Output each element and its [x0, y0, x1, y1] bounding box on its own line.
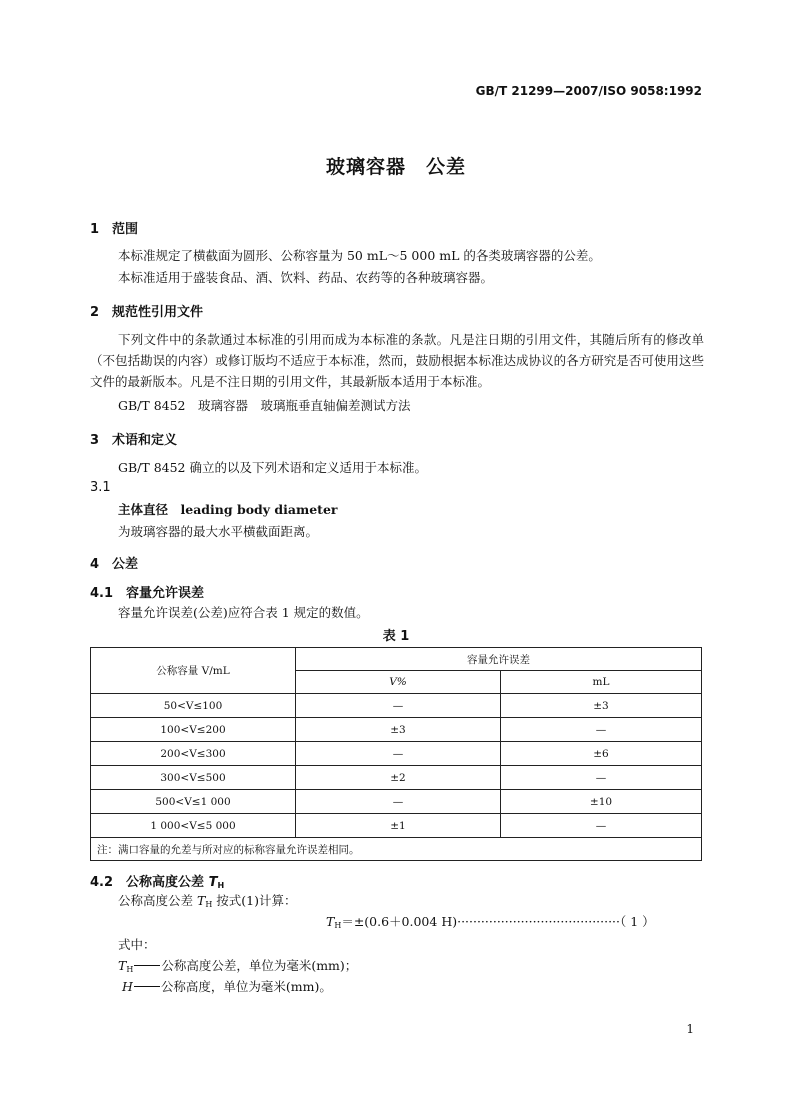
- section-4-2-heading: [90, 871, 224, 890]
- page-number: 1: [686, 1022, 694, 1036]
- ml-tolerance-cell: ±10: [501, 790, 702, 814]
- heading-symbol-t: T: [208, 875, 218, 890]
- capacity-range-cell: 100<V≤200: [91, 718, 296, 742]
- formula-symbol-subscript: H: [334, 921, 342, 930]
- table-note: 注：满口容量的允差与所对应的标称容量允许误差相同。: [91, 838, 702, 861]
- ml-tolerance-cell: ±3: [501, 694, 702, 718]
- ml-tolerance-cell: —: [501, 814, 702, 838]
- column-header-percent: V%: [296, 671, 501, 694]
- percent-tolerance-cell: ±1: [296, 814, 501, 838]
- table-row: [91, 694, 702, 718]
- section-3-heading: 3 术语和定义: [90, 433, 178, 448]
- section-3-paragraph: GB/T 8452 确立的以及下列术语和定义适用于本标准。: [118, 460, 427, 475]
- ml-tolerance-cell: ±6: [501, 742, 702, 766]
- normative-reference: GB/T 8452 玻璃容器 玻璃瓶垂直轴偏差测试方法: [118, 398, 411, 413]
- table-row: [91, 766, 702, 790]
- variable-h-definition: [122, 976, 332, 997]
- text-symbol-subscript: H: [205, 900, 213, 909]
- ml-tolerance-cell: —: [501, 718, 702, 742]
- tolerance-table: [90, 647, 702, 861]
- section-4-2-heading-text: 4.2 公称高度公差: [90, 875, 209, 890]
- em-dash: [134, 986, 160, 987]
- where-label: 式中：: [118, 937, 156, 952]
- formula-1: [326, 911, 655, 936]
- section-4-2-text-post: 按式(1)计算：: [212, 893, 297, 908]
- term-leading-body-diameter: 主体直径 leading body diameter: [118, 502, 338, 517]
- section-4-1-text: 容量允许误差(公差)应符合表 1 规定的数值。: [118, 605, 369, 620]
- percent-tolerance-cell: ±3: [296, 718, 501, 742]
- standard-number: GB/T 21299—2007/ISO 9058:1992: [475, 84, 702, 98]
- column-header-ml: mL: [501, 671, 702, 694]
- section-1-paragraph-1: 本标准规定了横截面为圆形、公称容量为 50 mL～5 000 mL 的各类玻璃容器的公差。: [118, 248, 601, 263]
- section-2-heading: 2 规范性引用文件: [90, 305, 204, 320]
- section-2-paragraph: 下列文件中的条款通过本标准的引用而成为本标准的条款。凡是注日期的引用文件，其随后所有的修改单（不包括勘误的内容）或修订版均不适应于本标准，然而，鼓励根据本标准达成协议的各方研究是否可使用这些文件的最新版本。凡是不注日期的引用文件，其最新版本适用于本标准。: [90, 332, 704, 389]
- term-definition: 为玻璃容器的最大水平横截面距离。: [118, 524, 319, 539]
- variable-th-description: 公称高度公差，单位为毫米(mm)；: [161, 958, 358, 973]
- percent-tolerance-cell: —: [296, 790, 501, 814]
- text-symbol-t: T: [196, 893, 206, 908]
- section-1-paragraph-2: 本标准适用于盛装食品、酒、饮料、药品、农药等的各种玻璃容器。: [118, 270, 494, 285]
- table-row: [91, 718, 702, 742]
- column-header-nominal-capacity: 公称容量 V/mL: [91, 648, 296, 694]
- capacity-range-cell: 1 000<V≤5 000: [91, 814, 296, 838]
- capacity-range-cell: 500<V≤1 000: [91, 790, 296, 814]
- formula-symbol-t: T: [326, 914, 335, 929]
- table-caption: 表 1: [382, 629, 410, 644]
- percent-tolerance-cell: ±2: [296, 766, 501, 790]
- table-row: [91, 814, 702, 838]
- table-note-row: [91, 838, 702, 861]
- heading-symbol-subscript: H: [217, 881, 225, 890]
- variable-symbol-subscript: H: [126, 965, 134, 974]
- variable-h-description: 公称高度，单位为毫米(mm)。: [160, 979, 332, 994]
- table-row: [91, 742, 702, 766]
- section-4-2-text: [118, 890, 297, 915]
- column-group-header-tolerance: 容量允许误差: [296, 648, 702, 671]
- formula-body: ＝±(0.6＋0.004 H)·········································（ 1 ）: [341, 914, 655, 929]
- section-1-heading: 1 范围: [90, 222, 139, 237]
- em-dash: [134, 965, 160, 966]
- percent-tolerance-cell: —: [296, 694, 501, 718]
- section-4-heading: 4 公差: [90, 557, 139, 572]
- variable-symbol-t: T: [118, 958, 127, 973]
- capacity-range-cell: 300<V≤500: [91, 766, 296, 790]
- section-4-2-text-pre: 公称高度公差: [118, 893, 197, 908]
- variable-symbol-h: H: [122, 979, 133, 994]
- capacity-range-cell: 50<V≤100: [91, 694, 296, 718]
- percent-tolerance-cell: —: [296, 742, 501, 766]
- table-row: [91, 790, 702, 814]
- document-title: 玻璃容器 公差: [325, 156, 466, 178]
- clause-number-3-1: 3.1: [90, 480, 111, 495]
- ml-tolerance-cell: —: [501, 766, 702, 790]
- capacity-range-cell: 200<V≤300: [91, 742, 296, 766]
- section-4-1-heading: 4.1 容量允许误差: [90, 586, 205, 601]
